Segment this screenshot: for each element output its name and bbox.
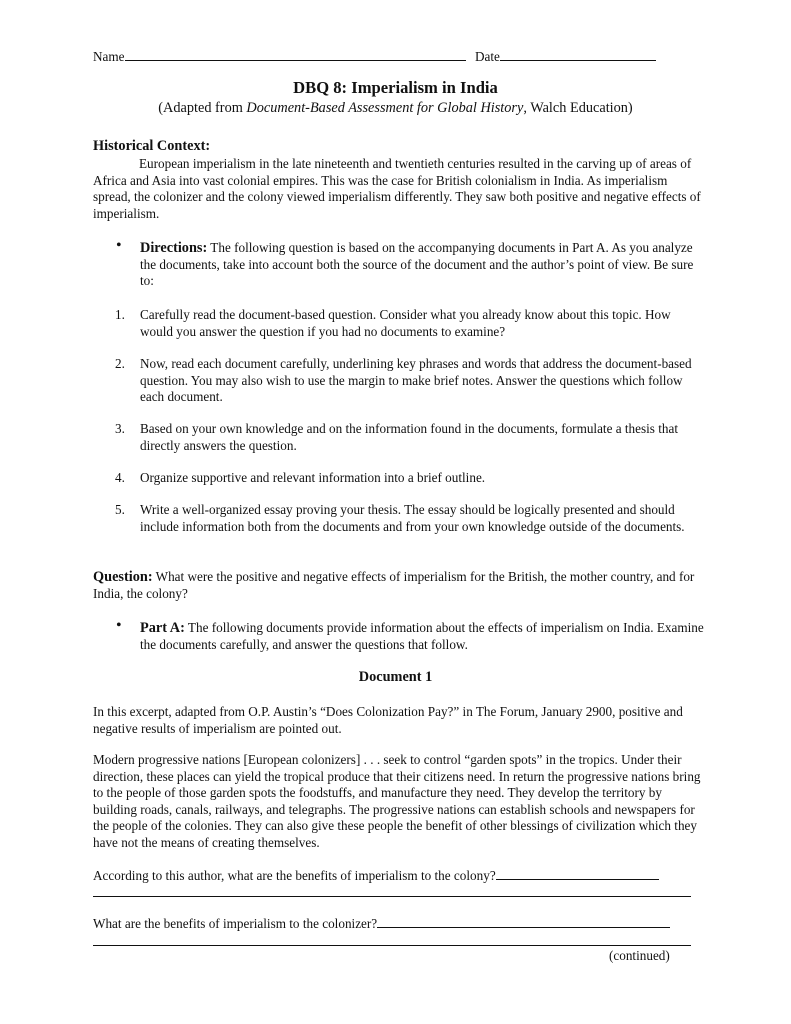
document-1-excerpt: Modern progressive nations [European colonizers] . . . seek to control “garden spots” in the tropics. Under their direction, these places can yield the tropical produce that their citizens need. In return the progressive nations bring to the people of those garden spots the foodstuffs, and manufacture they need. They develop the territory by building roads, canals, railways, and telegraphs. The progressive nations can establish schools and newspapers for the people of the colonies. They can also give these people the benefit of other blessings of civilization which they have not the means of creating themselves. — [93, 752, 701, 850]
bullet-icon: • — [116, 617, 122, 634]
step-1-text: Carefully read the document-based question. Consider what you already know about this topic. How would you answer the question if you had no documents to examine? — [140, 307, 671, 339]
step-2-number: 2. — [115, 356, 125, 371]
part-a-label: Part A: — [140, 620, 185, 636]
page-subtitle — [0, 100, 791, 117]
historical-context-heading: Historical Context: — [93, 138, 211, 154]
name-label: Name — [93, 49, 125, 64]
step-1-number: 1. — [115, 307, 125, 322]
bullet-icon: • — [116, 237, 122, 254]
directions-label: Directions: — [140, 240, 208, 256]
part-a-text: The following documents provide information about the effects of imperialism on India. Examine the documents carefully, and answer the questions that follow. — [140, 620, 704, 652]
part-a-block — [140, 620, 705, 653]
answer-line[interactable] — [93, 945, 691, 946]
continued-note: (continued) — [609, 948, 670, 963]
step-3-text: Based on your own knowledge and on the information found in the documents, formulate a thesis that directly answers the question. — [140, 421, 679, 453]
date-label: Date — [475, 49, 500, 64]
document-1-heading: Document 1 — [358, 669, 433, 685]
directions-block — [140, 240, 705, 290]
question-block — [93, 569, 708, 602]
question-text: What were the positive and negative effects of imperialism for the British, the mother country, and for India, the colony? — [93, 569, 695, 601]
step-3-number: 3. — [115, 421, 125, 436]
step-4-number: 4. — [115, 470, 125, 485]
question-label: Question: — [93, 569, 153, 585]
document-1-question-2 — [93, 915, 670, 933]
step-5-number: 5. — [115, 502, 125, 517]
subtitle-suffix: , Walch Education) — [523, 100, 633, 116]
historical-context-text: European imperialism in the late nineteenth and twentieth centuries resulted in the carving up of areas of Africa and Asia into vast colonial empires. This was the case for British colonialism in India. As imperialism spread, the colonizer and the colony viewed imperialism differently. They saw both positive and negative effects of imperialism. — [93, 156, 701, 221]
date-blank[interactable] — [500, 48, 656, 61]
subtitle-prefix: (Adapted from — [158, 100, 247, 116]
name-field[interactable] — [93, 48, 466, 66]
step-4-text: Organize supportive and relevant information into a brief outline. — [140, 470, 486, 485]
step-2-text: Now, read each document carefully, underlining key phrases and words that address the document-based question. You may also wish to use the margin to make brief notes. Answer the questions which follow each document. — [140, 356, 692, 405]
answer-blank[interactable] — [377, 915, 670, 928]
question-2-text: What are the benefits of imperialism to the colonizer? — [93, 916, 378, 931]
date-field[interactable] — [475, 48, 656, 66]
page-title: DBQ 8: Imperialism in India — [293, 78, 498, 97]
subtitle-source: Document-Based Assessment for Global History — [246, 100, 524, 116]
document-1-intro: In this excerpt, adapted from O.P. Austin’s “Does Colonization Pay?” in The Forum, January 2900, positive and negative results of imperialism are pointed out. — [93, 704, 683, 736]
document-1-question-1 — [93, 867, 659, 885]
question-1-text: According to this author, what are the benefits of imperialism to the colony? — [93, 868, 496, 883]
directions-text: The following question is based on the accompanying documents in Part A. As you analyze the documents, take into account both the source of the document and the author’s point of view. Be sure to: — [140, 240, 694, 289]
answer-line[interactable] — [93, 896, 691, 897]
name-blank[interactable] — [125, 48, 466, 61]
step-5-text: Write a well-organized essay proving your thesis. The essay should be logically presented and should include information both from the documents and from your own knowledge outside of the documents. — [140, 502, 685, 534]
answer-blank[interactable] — [496, 867, 659, 880]
